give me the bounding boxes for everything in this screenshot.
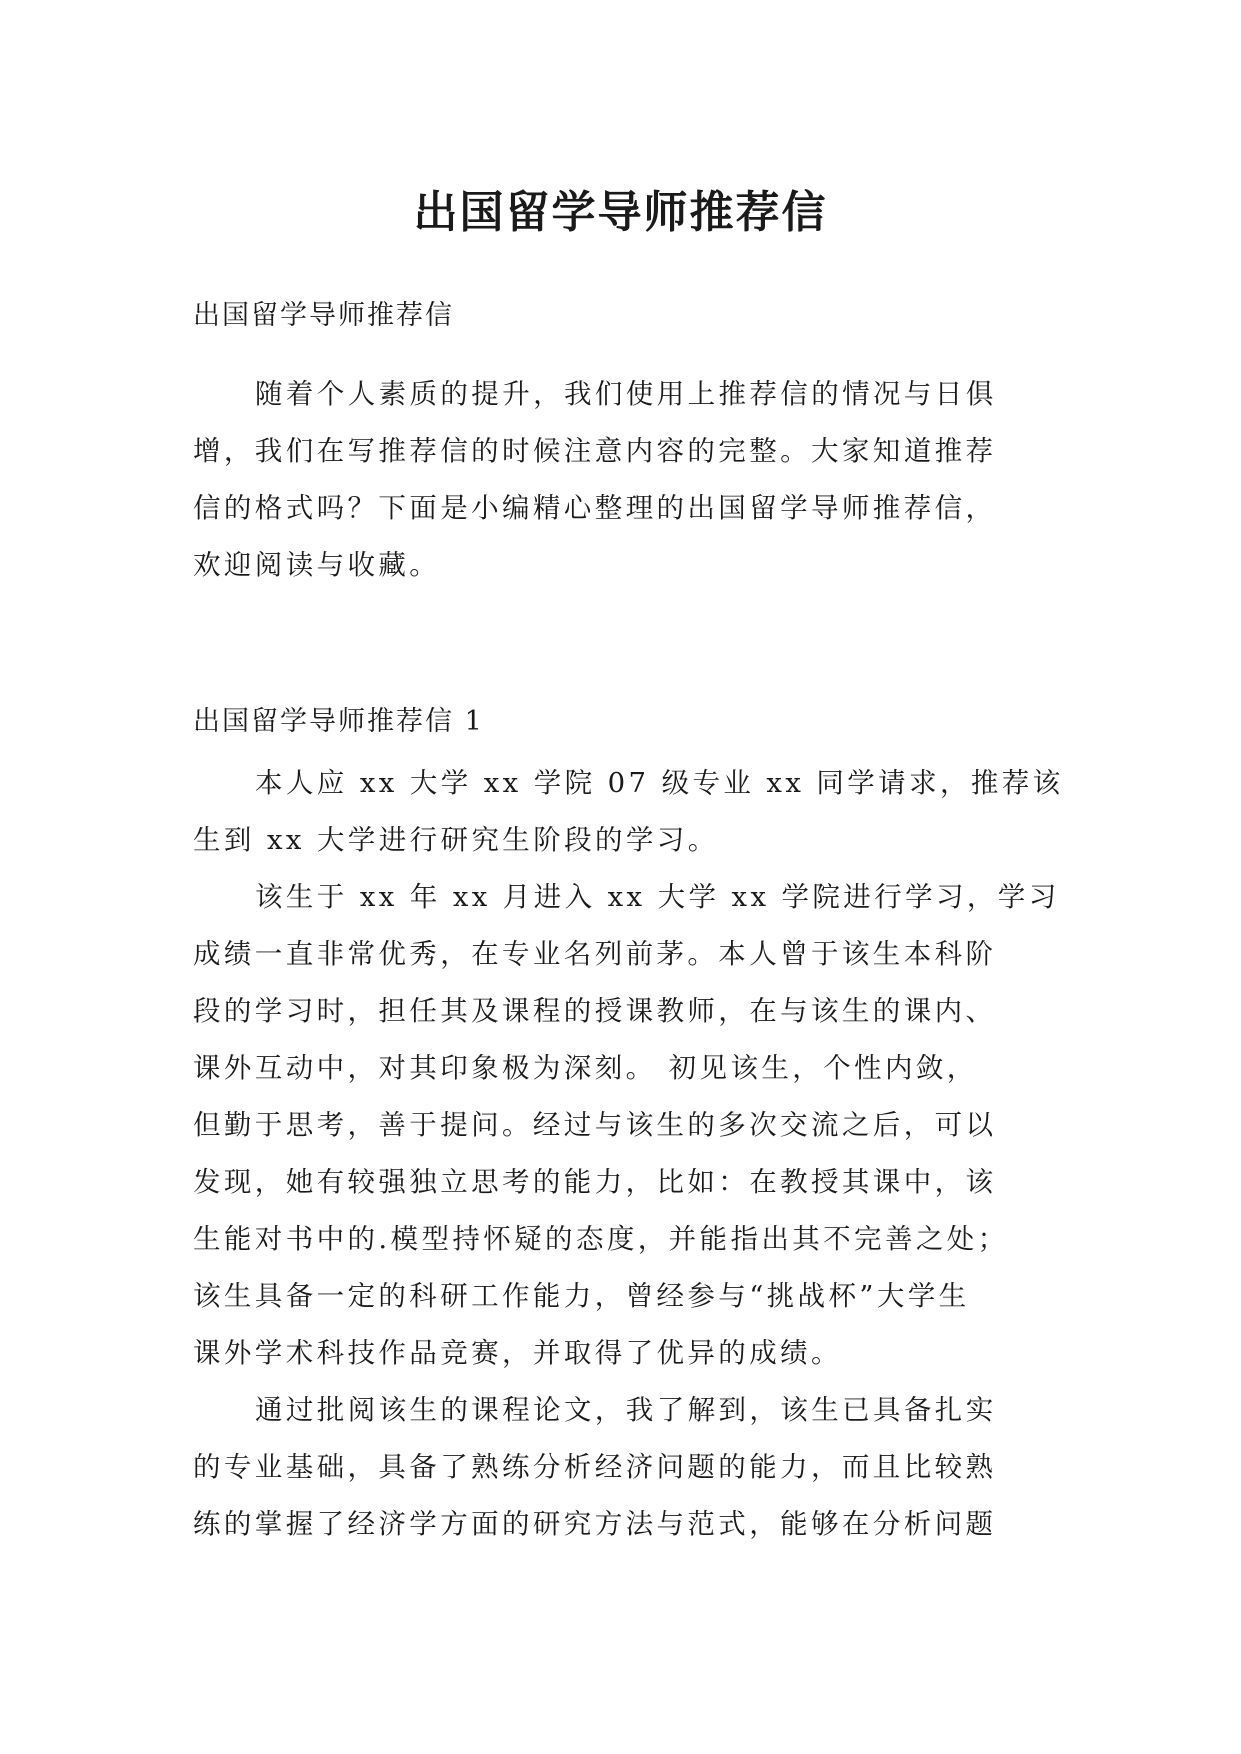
body-line: 成绩一直非常优秀，在专业名列前茅。本人曾于该生本科阶	[193, 938, 997, 970]
document-subtitle: 出国留学导师推荐信	[193, 300, 454, 331]
intro-line: 随着个人素质的提升，我们使用上推荐信的情况与日俱	[255, 378, 997, 410]
intro-line: 信的格式吗？下面是小编精心整理的出国留学导师推荐信，	[193, 492, 997, 524]
document-title: 出国留学导师推荐信	[413, 187, 828, 239]
intro-paragraph	[193, 366, 1063, 594]
body-line: 本人应 xx 大学 xx 学院 07 级专业 xx 同学请求，推荐该	[255, 767, 1064, 799]
body-line: 生到 xx 大学进行研究生阶段的学习。	[193, 824, 719, 856]
body-line: 段的学习时，担任其及课程的授课教师，在与该生的课内、	[193, 995, 997, 1027]
body-line: 该生具备一定的科研工作能力，曾经参与“挑战杯”大学生	[193, 1280, 970, 1312]
letter-paragraphs	[193, 755, 1063, 1553]
body-line: 生能对书中的.模型持怀疑的态度，并能指出其不完善之处；	[193, 1223, 1009, 1255]
body-line: 课外互动中，对其印象极为深刻。 初见该生，个性内敛，	[193, 1052, 978, 1084]
intro-line: 增，我们在写推荐信的时候注意内容的完整。大家知道推荐	[193, 435, 997, 467]
body-line: 通过批阅该生的课程论文，我了解到，该生已具备扎实	[255, 1394, 997, 1426]
intro-line: 欢迎阅读与收藏。	[193, 549, 441, 581]
section-heading: 出国留学导师推荐信 1	[193, 706, 484, 737]
body-line: 但勤于思考，善于提问。经过与该生的多次交流之后，可以	[193, 1109, 997, 1141]
body-line: 的专业基础，具备了熟练分析经济问题的能力，而且比较熟	[193, 1451, 997, 1483]
body-line: 该生于 xx 年 xx 月进入 xx 大学 xx 学院进行学习，学习	[255, 881, 1060, 913]
body-line: 课外学术科技作品竞赛，并取得了优异的成绩。	[193, 1337, 842, 1369]
body-line: 发现，她有较强独立思考的能力，比如：在教授其课中，该	[193, 1166, 997, 1198]
body-line: 练的掌握了经济学方面的研究方法与范式，能够在分析问题	[193, 1508, 997, 1540]
